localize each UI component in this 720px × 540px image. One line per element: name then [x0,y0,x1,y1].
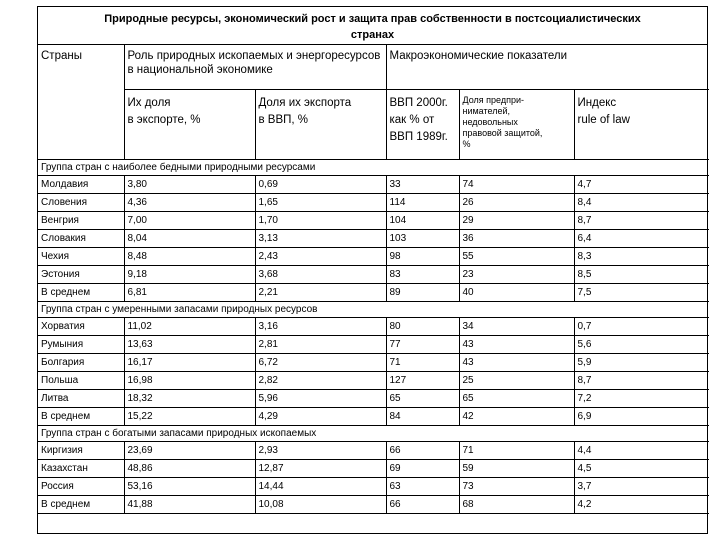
value-cell: 83 [386,265,459,283]
value-cell: 63 [386,477,459,495]
value-cell: 5,96 [255,389,386,407]
value-cell: 5,6 [574,335,709,353]
value-cell: 16,17 [124,353,255,371]
value-cell: 7,00 [124,211,255,229]
country-cell: Хорватия [38,317,124,335]
value-cell: 11,02 [124,317,255,335]
table-row [38,477,709,495]
value-cell: 65 [459,389,574,407]
value-cell: 15,22 [124,407,255,425]
value-cell: 7,5 [574,283,709,301]
country-cell: В среднем [38,407,124,425]
value-cell: 1,65 [255,193,386,211]
value-cell: 14,44 [255,477,386,495]
value-cell: 2,93 [255,441,386,459]
data-table [38,45,709,514]
value-cell: 26 [459,193,574,211]
value-cell: 6,72 [255,353,386,371]
country-cell: Россия [38,477,124,495]
country-cell: В среднем [38,283,124,301]
value-cell: 104 [386,211,459,229]
value-cell: 8,7 [574,371,709,389]
table-row [38,441,709,459]
table-row [38,317,709,335]
value-cell: 68 [459,495,574,513]
value-cell: 10,08 [255,495,386,513]
value-cell: 16,98 [124,371,255,389]
value-cell: 8,5 [574,265,709,283]
value-cell: 48,86 [124,459,255,477]
value-cell: 43 [459,353,574,371]
country-cell: Болгария [38,353,124,371]
country-cell: Литва [38,389,124,407]
group-title: Группа стран с богатыми запасами природных ископаемых [38,425,709,441]
value-cell: 4,36 [124,193,255,211]
country-cell: Чехия [38,247,124,265]
table-title [38,7,707,45]
value-cell: 84 [386,407,459,425]
value-cell: 8,4 [574,193,709,211]
value-cell: 66 [386,495,459,513]
table-row [38,353,709,371]
value-cell: 4,29 [255,407,386,425]
table-row [38,407,709,425]
table-row [38,175,709,193]
value-cell: 80 [386,317,459,335]
country-cell: Венгрия [38,211,124,229]
value-cell: 25 [459,371,574,389]
value-cell: 18,32 [124,389,255,407]
value-cell: 13,63 [124,335,255,353]
header-countries: Страны [38,45,124,159]
value-cell: 8,3 [574,247,709,265]
header-rule-of-law: Индекс rule of law [574,89,709,159]
country-cell: Молдавия [38,175,124,193]
table-row [38,335,709,353]
value-cell: 3,13 [255,229,386,247]
country-cell: Румыния [38,335,124,353]
country-cell: Польша [38,371,124,389]
country-cell: В среднем [38,495,124,513]
value-cell: 1,70 [255,211,386,229]
header-entrepreneurs: Доля предпри- нимателей, недовольных правовой защитой, % [459,89,574,159]
title-line-1: Природные ресурсы, экономический рост и защита прав собственности в постсоциалистических [104,13,641,25]
table-row [38,193,709,211]
value-cell: 4,4 [574,441,709,459]
document-sheet [37,6,708,534]
table-row [38,265,709,283]
value-cell: 43 [459,335,574,353]
value-cell: 40 [459,283,574,301]
value-cell: 8,48 [124,247,255,265]
header-role: Роль природных ископаемых и энергоресурсов в национальной экономике [124,45,386,89]
value-cell: 65 [386,389,459,407]
table-row [38,211,709,229]
value-cell: 103 [386,229,459,247]
value-cell: 2,82 [255,371,386,389]
header-export-share: Их доля в экспорте, % [124,89,255,159]
table-row [38,389,709,407]
value-cell: 23 [459,265,574,283]
value-cell: 4,5 [574,459,709,477]
value-cell: 42 [459,407,574,425]
value-cell: 74 [459,175,574,193]
table-row [38,459,709,477]
header-gdp-share: Доля их экспорта в ВВП, % [255,89,386,159]
country-cell: Словакия [38,229,124,247]
value-cell: 6,9 [574,407,709,425]
value-cell: 69 [386,459,459,477]
value-cell: 9,18 [124,265,255,283]
table-row [38,229,709,247]
value-cell: 23,69 [124,441,255,459]
value-cell: 12,87 [255,459,386,477]
group-title: Группа стран с умеренными запасами природных ресурсов [38,301,709,317]
country-cell: Словения [38,193,124,211]
value-cell: 0,69 [255,175,386,193]
value-cell: 3,7 [574,477,709,495]
country-cell: Киргизия [38,441,124,459]
header-macro: Макроэкономические показатели [386,45,709,89]
value-cell: 114 [386,193,459,211]
table-row [38,247,709,265]
group-title: Группа стран с наиболее бедными природными ресурсами [38,159,709,175]
group-header-row [38,425,709,441]
value-cell: 34 [459,317,574,335]
value-cell: 53,16 [124,477,255,495]
value-cell: 2,81 [255,335,386,353]
value-cell: 5,9 [574,353,709,371]
value-cell: 71 [386,353,459,371]
value-cell: 6,81 [124,283,255,301]
value-cell: 77 [386,335,459,353]
country-cell: Эстония [38,265,124,283]
value-cell: 41,88 [124,495,255,513]
header-gdp-2000: ВВП 2000г. как % от ВВП 1989г. [386,89,459,159]
value-cell: 89 [386,283,459,301]
table-row [38,371,709,389]
table-row [38,495,709,513]
value-cell: 98 [386,247,459,265]
value-cell: 33 [386,175,459,193]
value-cell: 8,04 [124,229,255,247]
value-cell: 59 [459,459,574,477]
value-cell: 66 [386,441,459,459]
value-cell: 3,80 [124,175,255,193]
value-cell: 6,4 [574,229,709,247]
value-cell: 4,7 [574,175,709,193]
value-cell: 3,16 [255,317,386,335]
value-cell: 2,21 [255,283,386,301]
value-cell: 4,2 [574,495,709,513]
group-header-row [38,159,709,175]
value-cell: 8,7 [574,211,709,229]
value-cell: 71 [459,441,574,459]
title-line-2: странах [350,29,395,41]
value-cell: 0,7 [574,317,709,335]
value-cell: 2,43 [255,247,386,265]
value-cell: 36 [459,229,574,247]
value-cell: 127 [386,371,459,389]
group-header-row [38,301,709,317]
value-cell: 55 [459,247,574,265]
value-cell: 73 [459,477,574,495]
table-row [38,283,709,301]
value-cell: 7,2 [574,389,709,407]
country-cell: Казахстан [38,459,124,477]
value-cell: 29 [459,211,574,229]
value-cell: 3,68 [255,265,386,283]
